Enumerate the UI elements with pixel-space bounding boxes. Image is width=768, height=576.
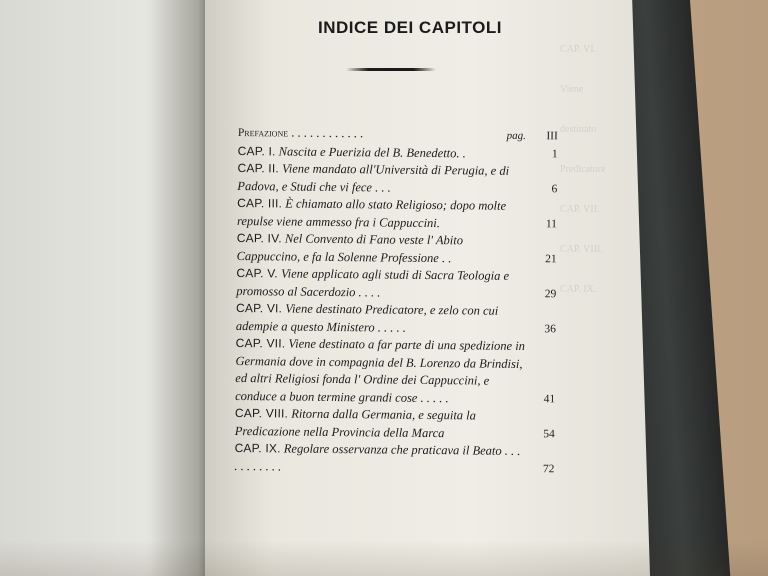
toc-text: Viene destinato Predicatore, e zelo con cui adempie a questo Ministero . . . . . [235, 301, 499, 335]
toc-text: Viene mandato all'Università di Perugia, e di Padova, e Studi che vi fece . . . [237, 161, 510, 195]
toc-page-number: 11 [545, 217, 558, 230]
toc-label: CAP. VI. [235, 300, 283, 316]
toc-text: Regolare osservanza che praticava il Beato . . . . . . . . . . . [234, 441, 521, 473]
toc-entry [235, 405, 565, 443]
toc-text: Viene applicato agli studi di Sacra Teologia e promosso al Sacerdozio . . . . [236, 266, 510, 300]
toc-entry [237, 230, 567, 268]
toc-entry [236, 300, 566, 338]
toc-entry [237, 195, 567, 233]
table-of-contents [234, 124, 568, 478]
pag-label: pag. [506, 129, 526, 143]
toc-page-number: 54 [543, 427, 555, 440]
toc-page-number: 41 [543, 392, 556, 405]
toc-label: CAP. IV. [236, 230, 282, 246]
toc-text: Viene destinato a far parte di una spedizione in Germania dove in compagnia del B. Lorenzo da Brindisi, ed altri Religiosi fonda l' Ordine dei Cappuccini, e conduce a buon termine grandi cose . . . . . [235, 336, 526, 405]
toc-label: CAP. III. [237, 195, 283, 211]
bleed-through-text: CAP. VI. Viene destinato Predicatore CAP. VII. CAP. VIII. CAP. IX. [560, 44, 606, 295]
toc-label: CAP. II. [237, 160, 280, 176]
toc-label: CAP. I. [237, 143, 276, 158]
toc-entry [236, 265, 566, 303]
toc-page-number: 6 [551, 182, 558, 195]
toc-leader: . . . . . . . . . . . . [291, 125, 364, 141]
toc-text: Nascita e Puerizia del B. Benedetto. . [278, 143, 466, 160]
bottom-shadow [0, 540, 768, 576]
toc-entry [234, 440, 564, 478]
toc-text: Nel Convento di Fano veste l' Abito Cappuccino, e fa la Solenne Professione . . [236, 231, 464, 265]
book-gutter [150, 0, 210, 576]
toc-page-number: III [546, 130, 558, 143]
toc-text: Ritorna dalla Germania, e seguita la Predicazione nella Provincia della Marca [234, 406, 477, 440]
toc-label: CAP. VIII. [234, 405, 289, 421]
page-title: INDICE DEI CAPITOLI [318, 18, 502, 37]
toc-label: CAP. VII. [235, 335, 286, 351]
toc-label: CAP. V. [236, 265, 278, 281]
toc-page-number: 21 [545, 252, 557, 265]
toc-entry [235, 335, 566, 408]
toc-page-number: 29 [544, 287, 557, 300]
title-rule [346, 68, 436, 71]
toc-page-number: 36 [544, 322, 556, 335]
toc-label: Prefazione [237, 126, 289, 140]
toc-text: È chiamato allo stato Religioso; dopo molte repulse viene ammesso fra i Cappuccini. [236, 196, 507, 230]
toc-page-number: 1 [551, 147, 558, 160]
toc-entry [237, 160, 567, 198]
toc-label: CAP. IX. [234, 440, 281, 456]
toc-page-number: 72 [542, 462, 555, 475]
